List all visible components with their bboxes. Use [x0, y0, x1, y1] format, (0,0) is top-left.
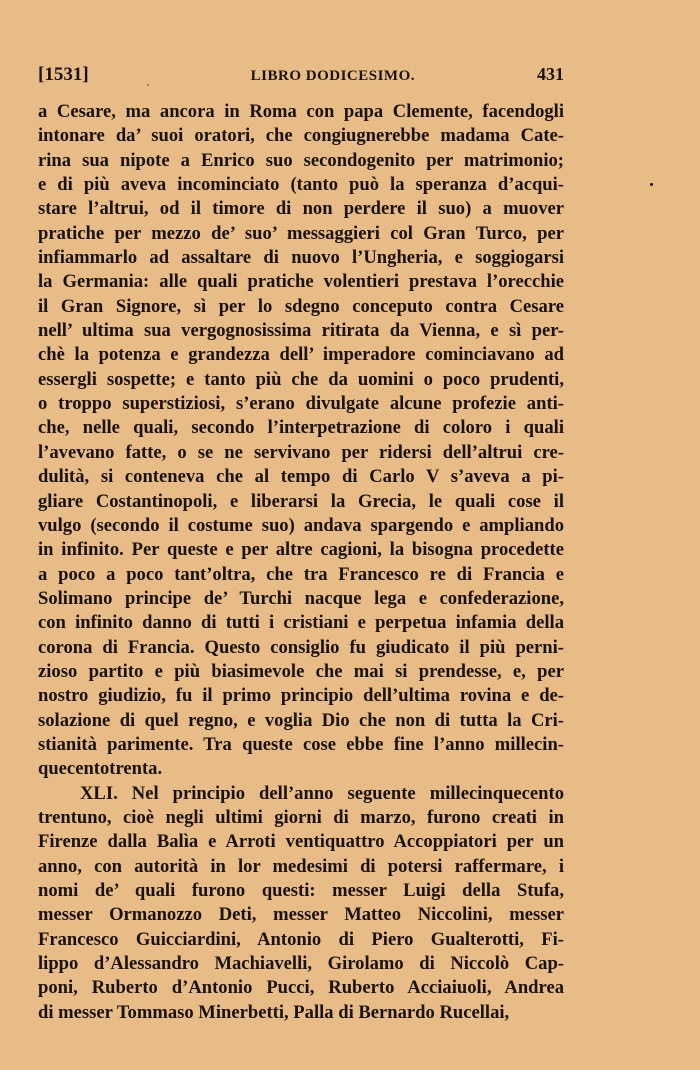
page-number: 431 [536, 64, 564, 84]
text-line: nell’ ultima sua vergognosissima ritirata da Vienna, e sì per- [38, 320, 564, 342]
text-line: a poco a poco tant’oltra, che tra Francesco re di Francia e [38, 563, 564, 585]
text-line: l’avevano fatte, o se ne servivano per ridersi dell’altrui cre- [38, 441, 564, 463]
text-line: dulità, si conteneva che al tempo di Carlo V s’aveva a pi- [38, 466, 564, 488]
text-line: stianità parimente. Tra queste cose ebbe fine l’anno millecin- [38, 733, 564, 755]
text-line: corona di Francia. Questo consiglio fu giudicato il più perni- [38, 636, 564, 658]
text-line: in infinito. Per queste e per altre cagioni, la bisogna procedette [38, 539, 564, 561]
text-line: il Gran Signore, sì per lo sdegno conceputo contra Cesare [38, 295, 564, 317]
text-line: a Cesare, ma ancora in Roma con papa Clemente, facendogli [38, 101, 564, 122]
text-line: messer Ormanozzo Deti, messer Matteo Niccolini, messer [38, 904, 564, 926]
text-line: di messer Tommaso Minerbetti, Palla di Bernardo Rucellai, [38, 1001, 510, 1023]
body-text [38, 100, 564, 1025]
running-header [38, 64, 564, 86]
text-line: rina sua nipote a Enrico suo secondogenito per matrimonio; [38, 149, 564, 171]
text-line: intonare da’ suoi oratori, che congiugnerebbe madama Cate- [38, 125, 564, 147]
text-line: nostro giudizio, fu il primo principio dell’ultima rovina e de- [38, 685, 564, 707]
text-line: Francesco Guicciardini, Antonio di Piero Gualterotti, Fi- [38, 928, 564, 950]
text-line: la Germania: alle quali pratiche volentieri prestava l’orecchie [38, 271, 564, 293]
text-line: essergli sospette; e tanto più che da uomini o poco prudenti, [38, 368, 564, 390]
text-line: e di più aveva incominciato (tanto può la speranza d’acqui- [38, 174, 564, 196]
text-line: lippo d’Alessandro Machiavelli, Girolamo di Niccolò Cap- [38, 953, 564, 975]
text-line: XLI. Nel principio dell’anno seguente millecinquecento [80, 782, 564, 804]
text-line: gliare Costantinopoli, e liberarsi la Grecia, le quali cose il [38, 490, 564, 512]
text-line: Firenze dalla Balìa e Arroti ventiquattro Accoppiatori per un [38, 831, 564, 853]
ink-speck [650, 183, 653, 186]
text-line: anno, con autorità in lor medesimi di potersi raffermare, i [38, 855, 564, 877]
text-line: infiammarlo ad assaltare di nuovo l’Ungheria, e soggiogarsi [38, 247, 564, 269]
header-year: [1531] [38, 64, 89, 85]
text-line: o troppo superstiziosi, s’erano divulgate alcune profezie anti- [38, 393, 564, 415]
text-line: zioso partito e più biasimevole che mai si prendesse, e, per [38, 660, 564, 682]
header-title: LIBRO DODICESIMO. [250, 68, 415, 84]
text-line: chè la potenza e grandezza dell’ imperadore cominciavano ad [38, 344, 564, 366]
text-line: trentuno, cioè negli ultimi giorni di marzo, furono creati in [38, 806, 564, 828]
text-line: stare l’altrui, od il timore di non perdere il suo) a muover [38, 198, 564, 220]
text-line: quecentotrenta. [38, 758, 163, 780]
text-line: che, nelle quali, secondo l’interpetrazione di coloro i quali [38, 417, 564, 439]
text-line: Solimano principe de’ Turchi nacque lega e confederazione, [38, 587, 564, 609]
text-line: pratiche per mezzo de’ suo’ messaggieri col Gran Turco, per [38, 222, 564, 244]
text-line: nomi de’ quali furono questi: messer Luigi della Stufa, [38, 880, 564, 901]
ink-speck [147, 84, 149, 86]
text-line: solazione di quel regno, e voglia Dio che non di tutta la Cri- [38, 709, 564, 731]
text-line: con infinito danno di tutti i cristiani e perpetua infamia della [38, 612, 564, 634]
text-line: poni, Ruberto d’Antonio Pucci, Ruberto Acciaiuoli, Andrea [38, 977, 564, 999]
text-line: vulgo (secondo il costume suo) andava spargendo e ampliando [38, 514, 564, 536]
